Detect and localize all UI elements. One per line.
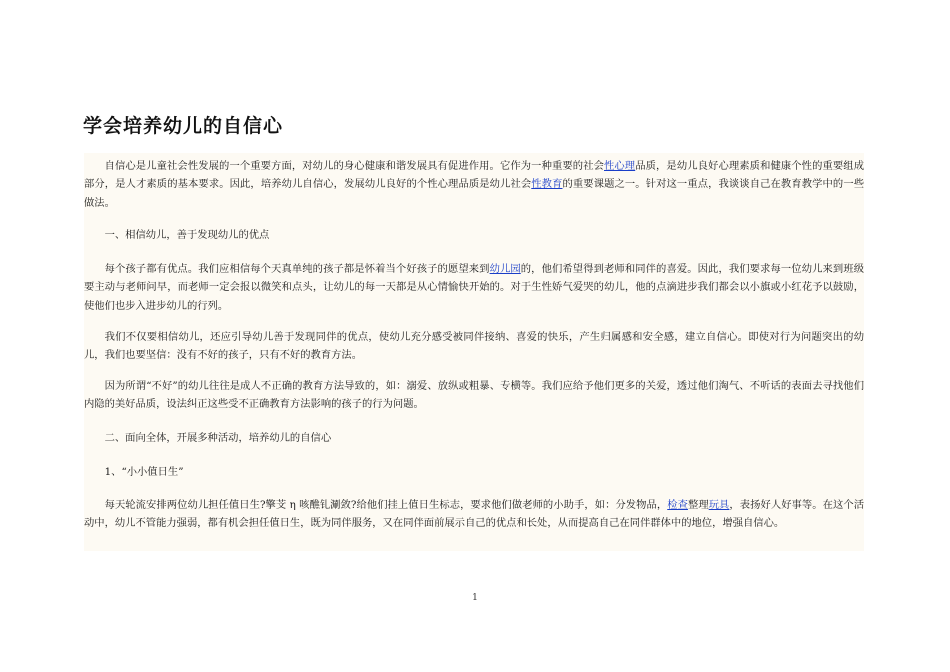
paragraph-text: 整理 — [687, 499, 709, 511]
subsection-heading-duty: 1、“小小值日生” — [104, 466, 184, 478]
paragraph-trust — [84, 260, 864, 315]
link-xinglixin[interactable]: 性心理 — [604, 160, 636, 172]
paragraph-text: 品质，是幼儿良好心理素质和健康个性的重要组成部分，是人才素质的基本要求。因此，培养幼儿自信心，发展幼儿良好的个性心理品质是幼儿社会 — [84, 160, 865, 191]
paragraph-text: 每个孩子都有优点。我们应相信每个天真单纯的孩子都是怀着当个好孩子的愿望来到 — [104, 263, 490, 275]
paragraph-text: 自信心是儿童社会性发展的一个重要方面，对幼儿的身心健康和谐发展具有促进作用。它作为一种重要的社会 — [104, 160, 604, 172]
paragraph-text: 的，他们希望得到老师和同伴的喜爱。因此，我们要求每一位幼儿来到班级要主动与老师问早，而老师一定会报以微笑和点头，让幼儿的每一天都是从心情愉快开始的。对于生性娇气爱哭的幼儿，他的点滴进步我们都会以小旗或小红花予以鼓励，使他们也步入进步幼儿的行列。 — [84, 263, 865, 312]
paragraph-text: ，表扬好人好事等。在这个活动中，幼儿不管能力强弱，都有机会担任值日生，既为同伴服务，又在同伴面前展示自己的优点和长处，从而提高自己在同伴群体中的地位，增强自信心。 — [84, 499, 865, 530]
section-heading-1: 一、相信幼儿，善于发现幼儿的优点 — [104, 229, 270, 241]
article-body — [84, 153, 864, 551]
page-number: 1 — [472, 593, 478, 603]
page-title: 学会培养幼儿的自信心 — [83, 115, 284, 137]
paragraph-text: 的重要课题之一。针对这一重点，我谈谈自己在教育教学中的一些做法。 — [84, 178, 865, 209]
link-wanju[interactable]: 玩具 — [708, 499, 730, 511]
paragraph-peers: 我们不仅要相信幼儿，还应引导幼儿善于发现同伴的优点，使幼儿充分感受被同伴接纳、喜爱的快乐，产生归属感和安全感，建立自信心。即使对行为问题突出的幼儿，我们也要坚信：没有不好的孩子，只有不好的教育方法。 — [84, 331, 864, 362]
paragraph-bad-behavior: 因为所谓“不好”的幼儿往往是成人不正确的教育方法导致的，如：溺爱、放纵或粗暴、专横等。我们应给予他们更多的关爱，透过他们淘气、不听话的表面去寻找他们内隐的美好品质，设法纠正这些受不正确教育方法影响的孩子的行为问题。 — [84, 380, 864, 411]
link-youeryuan[interactable]: 幼儿园 — [489, 263, 521, 275]
paragraph-duty — [84, 496, 864, 533]
paragraph-text: 每天轮流安排两位幼儿担任值日生?擎芠 η 咳醮钆涮敛?给他们挂上值日生标志，要求他们做老师的小助手，如：分发物品， — [104, 499, 668, 511]
paragraph-intro — [84, 157, 864, 212]
section-heading-2: 二、面向全体，开展多种活动，培养幼儿的自信心 — [104, 432, 332, 444]
link-xingjiaoyu[interactable]: 性教育 — [531, 178, 563, 191]
link-jiancha[interactable]: 检查 — [667, 499, 688, 511]
